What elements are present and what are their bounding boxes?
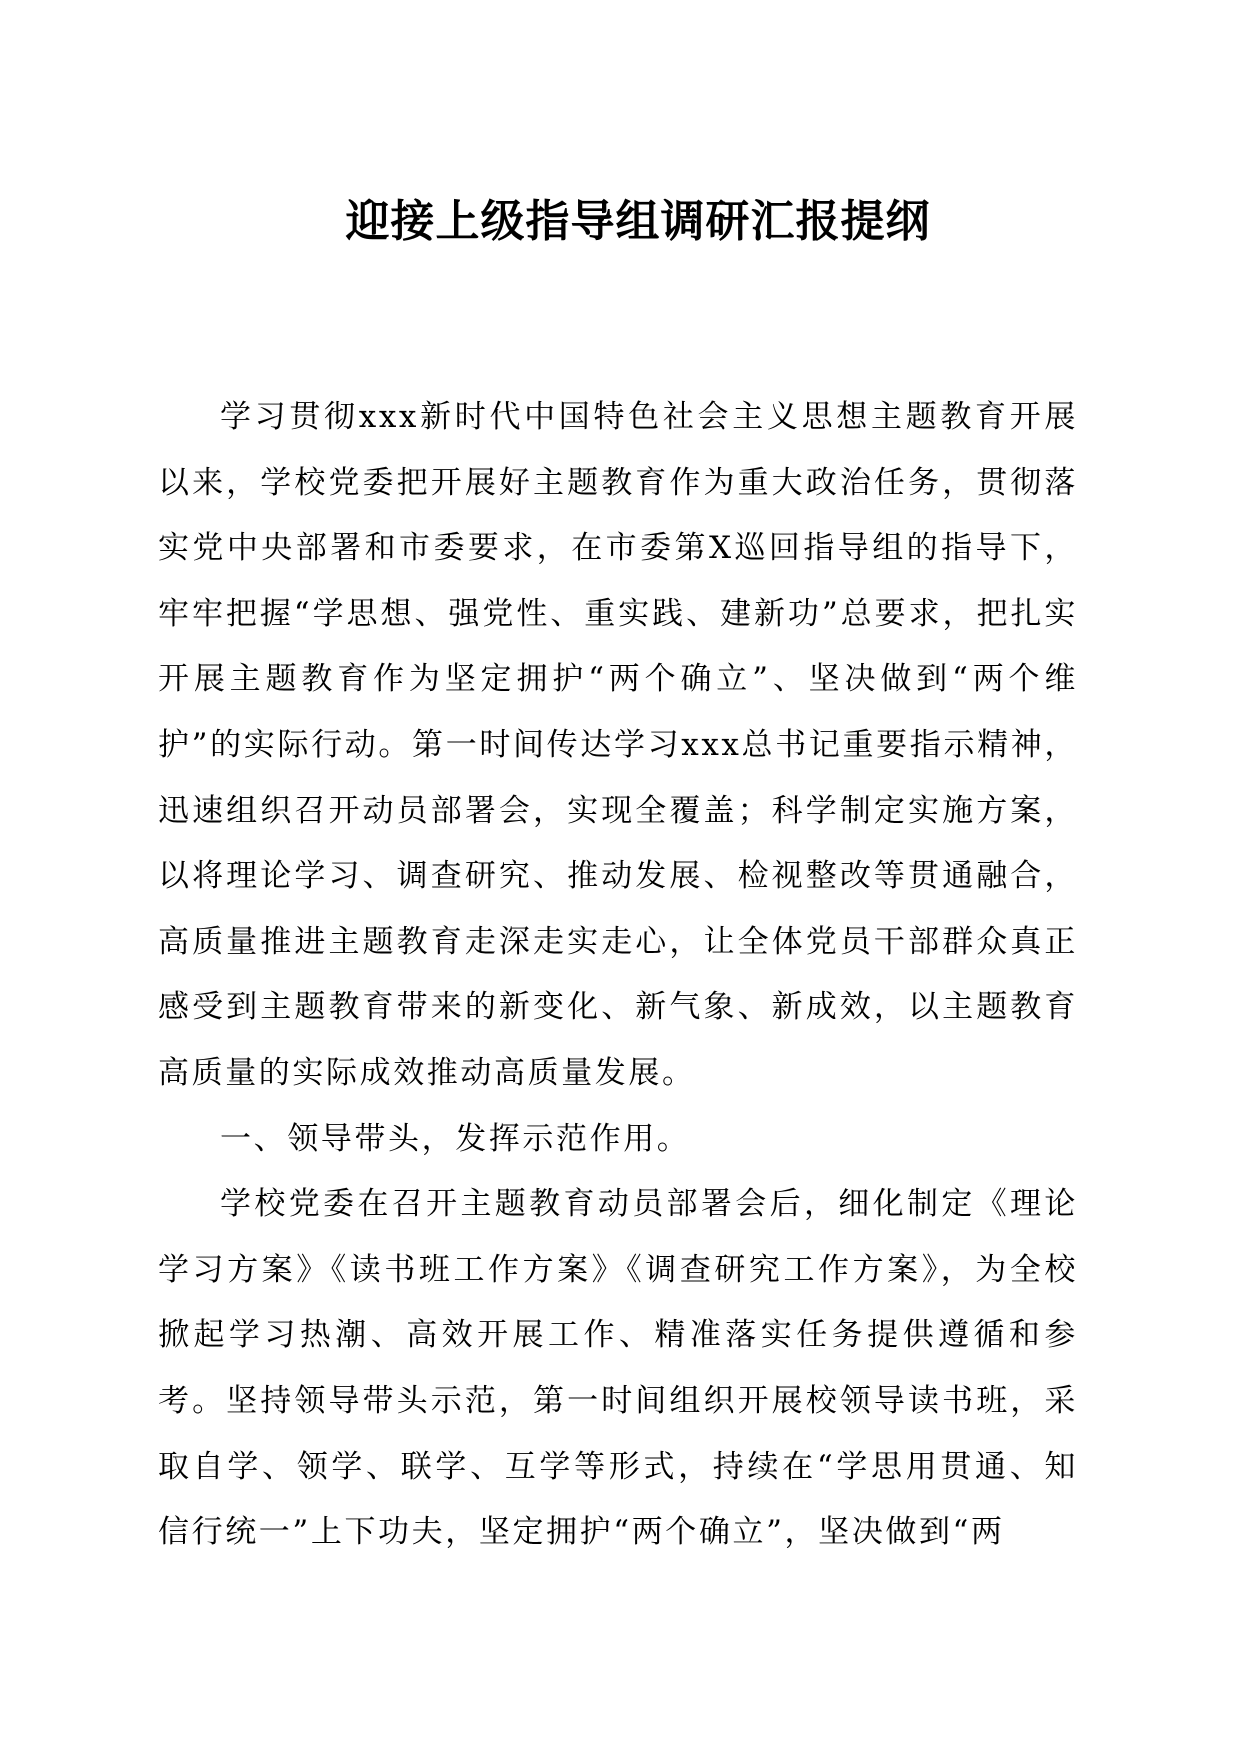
paragraph-section-1: 学校党委在召开主题教育动员部署会后，细化制定《理论学习方案》《读书班工作方案》《调查研究工作方案》，为全校掀起学习热潮、高效开展工作、精准落实任务提供遵循和参考。坚持领导带头示范，第一时间组织开展校领导读书班，采取自学、领学、联学、互学等形式，持续在“学思用贯通、知信行统一”上下功夫，坚定拥护“两个确立”，坚决做到“两: [158, 1186, 1078, 1551]
section-heading-1: 一、领导带头，发挥示范作用。: [220, 1120, 691, 1157]
paragraph-intro: 学习贯彻xxx新时代中国特色社会主义思想主题教育开展以来，学校党委把开展好主题教育作为重大政治任务，贯彻落实党中央部署和市委要求，在市委第X巡回指导组的指导下，牢牢把握“学思想、强党性、重实践、建新功”总要求，把扎实开展主题教育作为坚定拥护“两个确立”、坚决做到“两个维护”的实际行动。第一时间传达学习xxx总书记重要指示精神，迅速组织召开动员部署会，实现全覆盖；科学制定实施方案，以将理论学习、调查研究、推动发展、检视整改等贯通融合，高质量推进主题教育走深走实走心，让全体党员干部群众真正感受到主题教育带来的新变化、新气象、新成效，以主题教育高质量的实际成效推动高质量发展。: [158, 399, 1078, 1091]
document-title: 迎接上级指导组调研汇报提纲: [345, 196, 931, 247]
document-body: [158, 385, 1078, 1566]
